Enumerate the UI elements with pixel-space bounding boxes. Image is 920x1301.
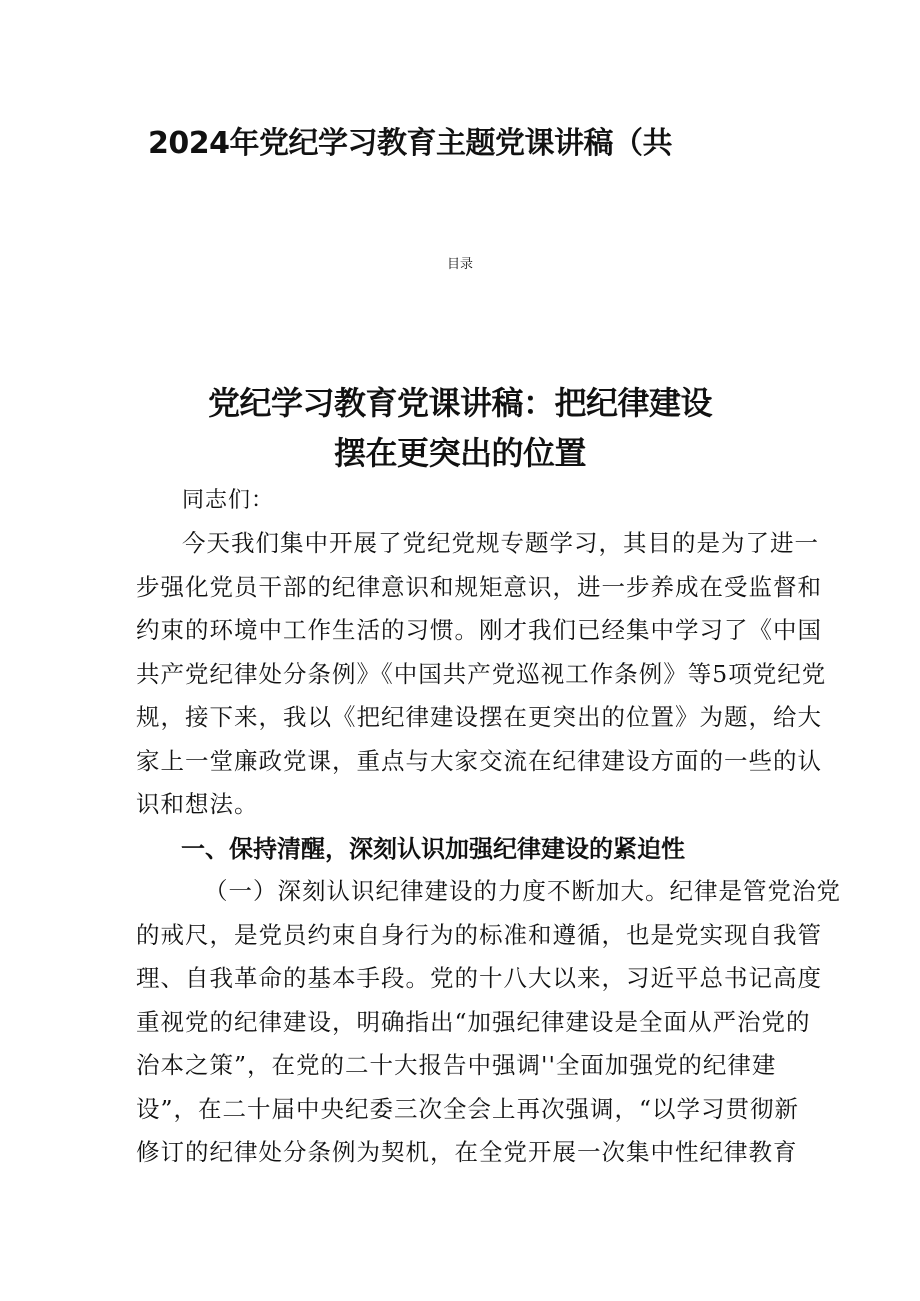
paragraph-line: 的戒尺，是党员约束自身行为的标准和遵循，也是党实现自我管 bbox=[136, 920, 822, 949]
lecture-title-line-1: 党纪学习教育党课讲稿：把纪律建设 bbox=[207, 384, 712, 422]
paragraph-line: 家上一堂廉政党课，重点与大家交流在纪律建设方面的一些的认 bbox=[136, 746, 822, 775]
paragraph-line: 共产党纪律处分条例》《中国共产党巡视工作条例》等5项党纪党 bbox=[136, 659, 827, 688]
paragraph-line: 规，接下来，我以《把纪律建设摆在更突出的位置》为题，给大 bbox=[136, 703, 822, 731]
paragraph-line: 修订的纪律处分条例为契机，在全党开展一次集中性纪律教育 bbox=[136, 1138, 798, 1166]
paragraph-1 bbox=[136, 522, 827, 827]
greeting: 同志们： bbox=[182, 488, 275, 513]
paragraph-line: 步强化党员干部的纪律意识和规矩意识，进一步养成在受监督和 bbox=[136, 572, 822, 601]
paragraph-line: 识和想法。 bbox=[136, 790, 259, 818]
paragraph-line: 设”，在二十届中央纪委三次全会上再次强调，“以学习贯彻新 bbox=[136, 1094, 800, 1123]
table-of-contents-label: 目录 bbox=[446, 257, 473, 272]
lecture-title-line-2: 摆在更突出的位置 bbox=[333, 434, 586, 472]
paragraph-line: 理、自我革命的基本手段。党的十八大以来，习近平总书记高度 bbox=[136, 964, 822, 992]
paragraph-2 bbox=[136, 870, 841, 1175]
paragraph-line: （一）深刻认识纪律建设的力度不断加大。纪律是管党治党 bbox=[204, 877, 841, 905]
lecture-title bbox=[0, 378, 920, 478]
paragraph-line: 重视党的纪律建设，明确指出“加强纪律建设是全面从严治党的 bbox=[136, 1007, 811, 1036]
section-heading: 一、保持清醒，深刻认识加强纪律建设的紧迫性 bbox=[181, 835, 685, 863]
document-title: 2024年党纪学习教育主题党课讲稿（共 bbox=[148, 126, 672, 161]
paragraph-line: 约束的环境中工作生活的习惯。刚才我们已经集中学习了《中国 bbox=[136, 616, 822, 644]
paragraph-line: 今天我们集中开展了党纪党规专题学习，其目的是为了进一 bbox=[182, 529, 819, 557]
paragraph-line: 治本之策”，在党的二十大报告中强调''全面加强党的纪律建 bbox=[136, 1051, 777, 1079]
